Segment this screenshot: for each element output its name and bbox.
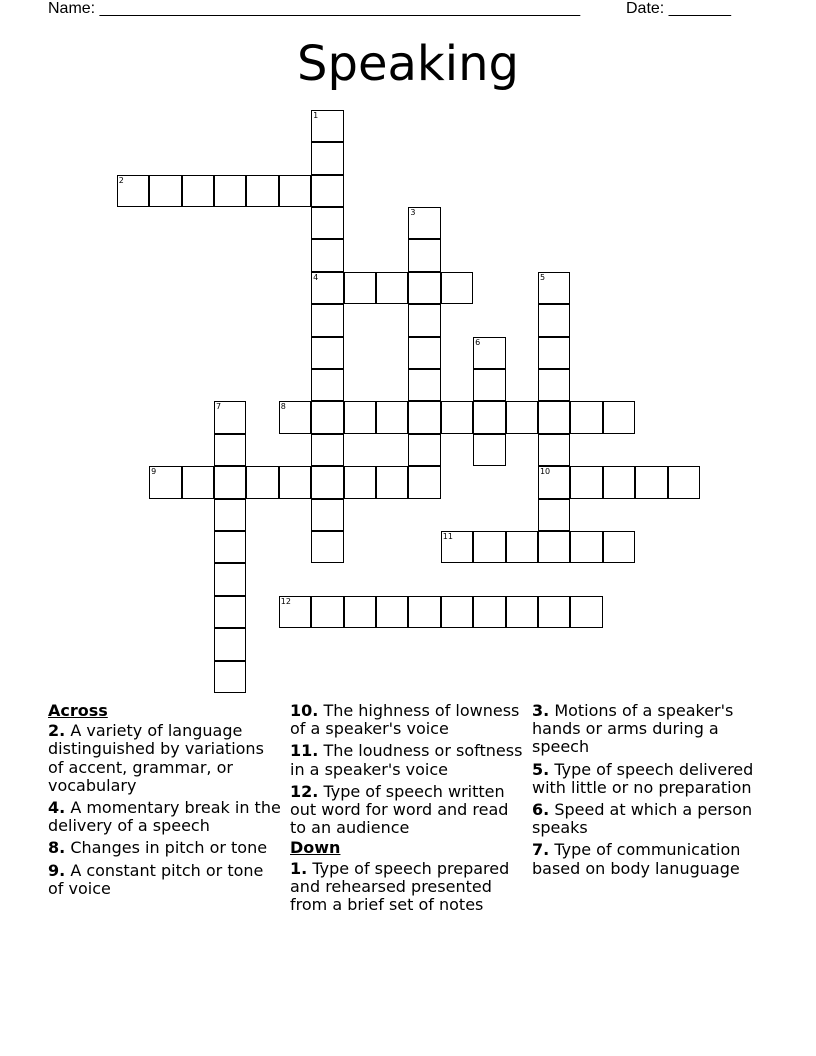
clue-across-2: 2. A variety of language distinguished by variations of accent, grammar, or vocabulary <box>48 721 264 795</box>
grid-cell[interactable] <box>473 401 505 433</box>
grid-cell[interactable] <box>311 434 343 466</box>
clue-down-6: 6. Speed at which a person speaks <box>532 800 753 838</box>
grid-cell[interactable] <box>214 661 246 693</box>
cell-number: 7 <box>215 402 222 412</box>
grid-cell[interactable] <box>279 401 311 433</box>
grid-cell[interactable] <box>311 369 343 401</box>
grid-cell[interactable] <box>344 596 376 628</box>
grid-cell[interactable] <box>603 466 635 498</box>
cell-number: 3 <box>410 207 416 217</box>
grid-cell[interactable] <box>538 466 570 498</box>
grid-cell[interactable] <box>408 337 440 369</box>
grid-cell[interactable] <box>214 466 246 498</box>
grid-cell[interactable] <box>408 596 440 628</box>
clue-column-1 <box>48 702 283 902</box>
cell-number: 2 <box>118 175 124 185</box>
grid-cell[interactable] <box>311 175 343 207</box>
grid-cell[interactable] <box>538 272 570 304</box>
grid-cell[interactable] <box>311 401 343 433</box>
date-field[interactable]: Date: _______ <box>626 0 731 17</box>
grid-cell[interactable] <box>117 175 149 207</box>
grid-cell[interactable] <box>344 272 376 304</box>
grid-cell[interactable] <box>214 563 246 595</box>
grid-cell[interactable] <box>311 272 343 304</box>
grid-cell[interactable] <box>311 142 343 174</box>
cell-number: 11 <box>442 531 453 541</box>
grid-cell[interactable] <box>538 369 570 401</box>
grid-cell[interactable] <box>538 304 570 336</box>
name-field[interactable]: Name: ______________________________________________________ <box>48 0 581 17</box>
grid-cell[interactable] <box>408 369 440 401</box>
grid-cell[interactable] <box>538 531 570 563</box>
grid-cell[interactable] <box>408 466 440 498</box>
grid-cell[interactable] <box>311 304 343 336</box>
grid-cell[interactable] <box>441 531 473 563</box>
grid-cell[interactable] <box>214 531 246 563</box>
cell-number: 8 <box>280 402 286 412</box>
clue-across-4: 4. A momentary break in the delivery of a speech <box>48 798 281 836</box>
grid-cell[interactable] <box>376 596 408 628</box>
grid-cell[interactable] <box>311 110 343 142</box>
grid-cell[interactable] <box>279 466 311 498</box>
clue-down-7: 7. Type of communication based on body lanuguage <box>532 840 741 878</box>
grid-cell[interactable] <box>538 596 570 628</box>
grid-cell[interactable] <box>182 175 214 207</box>
grid-cell[interactable] <box>376 272 408 304</box>
clue-down-1: 1. Type of speech prepared and rehearsed presented from a brief set of notes <box>290 858 510 915</box>
grid-cell[interactable] <box>473 596 505 628</box>
grid-cell[interactable] <box>376 466 408 498</box>
grid-cell[interactable] <box>473 531 505 563</box>
grid-cell[interactable] <box>635 466 667 498</box>
grid-cell[interactable] <box>344 466 376 498</box>
grid-cell[interactable] <box>408 434 440 466</box>
cell-number: 6 <box>475 337 481 347</box>
across-heading: Across <box>48 701 108 720</box>
grid-cell[interactable] <box>376 401 408 433</box>
grid-cell[interactable] <box>506 596 538 628</box>
grid-cell[interactable] <box>441 272 473 304</box>
grid-cell[interactable] <box>441 401 473 433</box>
grid-cell[interactable] <box>246 466 278 498</box>
grid-cell[interactable] <box>214 401 246 433</box>
grid-cell[interactable] <box>570 531 602 563</box>
clue-column-3 <box>532 702 762 882</box>
grid-cell[interactable] <box>311 207 343 239</box>
clue-down-5: 5. Type of speech delivered with little or no preparation <box>532 759 754 797</box>
grid-cell[interactable] <box>538 337 570 369</box>
grid-cell[interactable] <box>182 466 214 498</box>
grid-cell[interactable] <box>311 531 343 563</box>
grid-cell[interactable] <box>344 401 376 433</box>
grid-cell[interactable] <box>279 596 311 628</box>
clue-across-8: 8. Changes in pitch or tone <box>48 838 268 858</box>
grid-cell[interactable] <box>473 434 505 466</box>
clue-across-11: 11. The loudness or softness in a speaker's voice <box>290 741 523 779</box>
grid-cell[interactable] <box>668 466 700 498</box>
grid-cell[interactable] <box>408 272 440 304</box>
grid-cell[interactable] <box>311 466 343 498</box>
page-title: Speaking <box>297 36 519 92</box>
grid-cell[interactable] <box>311 499 343 531</box>
down-heading: Down <box>290 838 341 858</box>
grid-cell[interactable] <box>538 499 570 531</box>
clue-across-9: 9. A constant pitch or tone of voice <box>48 860 264 898</box>
grid-cell[interactable] <box>311 337 343 369</box>
grid-cell[interactable] <box>311 239 343 271</box>
grid-cell[interactable] <box>408 304 440 336</box>
cell-number: 9 <box>151 467 157 477</box>
grid-cell[interactable] <box>214 596 246 628</box>
grid-cell[interactable] <box>214 628 246 660</box>
grid-cell[interactable] <box>570 466 602 498</box>
grid-cell[interactable] <box>214 175 246 207</box>
clue-across-12: 12. Type of speech written out word for word and read to an audience <box>290 781 509 838</box>
grid-cell[interactable] <box>408 239 440 271</box>
grid-cell[interactable] <box>538 434 570 466</box>
clue-down-3: 3. Motions of a speaker's hands or arms during a speech <box>532 701 734 757</box>
grid-cell[interactable] <box>214 499 246 531</box>
grid-cell[interactable] <box>473 337 505 369</box>
grid-cell[interactable] <box>149 175 181 207</box>
grid-cell[interactable] <box>506 401 538 433</box>
grid-cell[interactable] <box>473 369 505 401</box>
grid-cell[interactable] <box>149 466 181 498</box>
clue-across-10: 10. The highness of lowness of a speaker's voice <box>290 701 520 739</box>
grid-cell[interactable] <box>311 596 343 628</box>
cell-number: 4 <box>313 272 319 282</box>
grid-cell[interactable] <box>538 401 570 433</box>
clue-column-2 <box>290 702 528 918</box>
cell-number: 5 <box>539 272 546 282</box>
grid-cell[interactable] <box>603 401 635 433</box>
grid-cell[interactable] <box>603 531 635 563</box>
grid-cell[interactable] <box>279 175 311 207</box>
cell-number: 12 <box>280 596 291 606</box>
grid-cell[interactable] <box>570 596 602 628</box>
grid-cell[interactable] <box>214 434 246 466</box>
grid-cell[interactable] <box>570 401 602 433</box>
grid-cell[interactable] <box>408 207 440 239</box>
grid-cell[interactable] <box>441 596 473 628</box>
cell-number: 1 <box>313 110 319 120</box>
grid-cell[interactable] <box>408 401 440 433</box>
grid-cell[interactable] <box>506 531 538 563</box>
cell-number: 10 <box>539 467 551 477</box>
grid-cell[interactable] <box>246 175 278 207</box>
